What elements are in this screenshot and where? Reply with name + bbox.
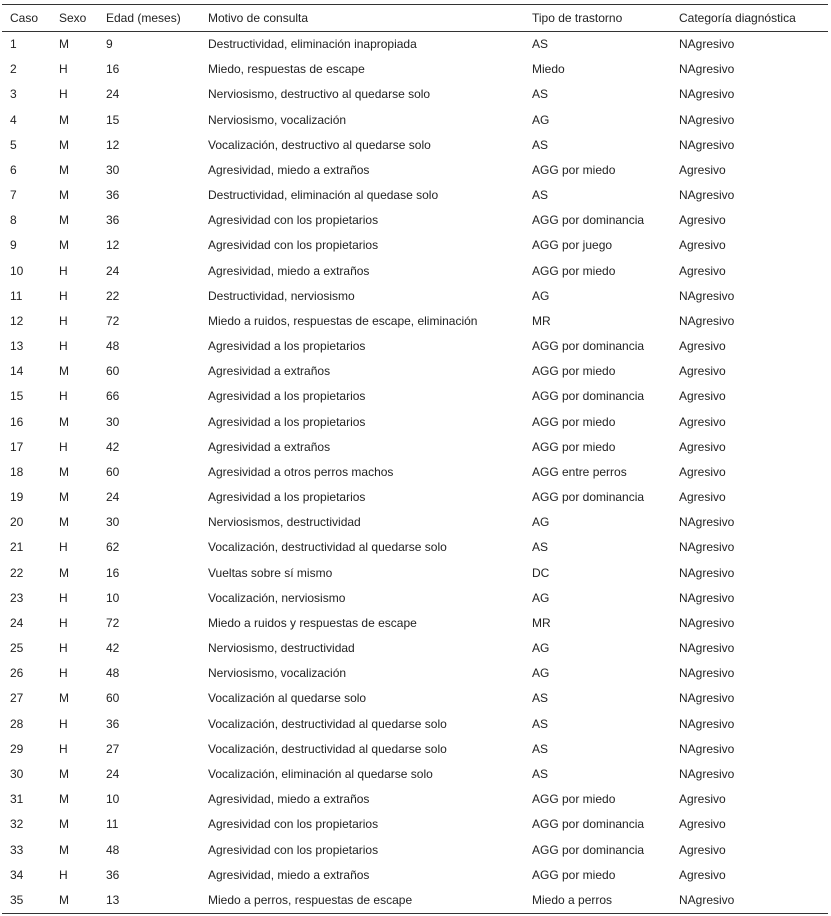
table-row — [2, 158, 828, 183]
cell-motivo: Vocalización, destructividad al quedarse solo — [208, 741, 447, 756]
cell-categoria: Agresivo — [679, 817, 726, 832]
cell-edad: 24 — [106, 766, 120, 781]
cell-motivo: Miedo a ruidos, respuestas de escape, eliminación — [208, 313, 478, 328]
cell-tipo: AG — [532, 641, 550, 656]
cell-caso: 22 — [10, 565, 24, 580]
cell-sexo: M — [59, 515, 69, 530]
cell-caso: 9 — [10, 238, 17, 253]
cell-caso: 1 — [10, 37, 17, 51]
cell-motivo: Destructividad, nerviosismo — [208, 288, 355, 303]
cell-sexo: M — [59, 162, 69, 177]
cell-sexo: H — [59, 439, 68, 454]
cell-sexo: M — [59, 364, 69, 379]
cell-tipo: DC — [532, 565, 550, 580]
header-tipo: Tipo de trastorno — [532, 11, 623, 25]
cell-categoria: Agresivo — [679, 464, 726, 479]
cell-edad: 48 — [106, 842, 120, 857]
cell-categoria: Agresivo — [679, 490, 726, 505]
cell-edad: 24 — [106, 490, 120, 505]
table-row — [2, 133, 828, 158]
cell-sexo: M — [59, 892, 69, 907]
cell-edad: 15 — [106, 112, 120, 127]
cell-tipo: AGG por miedo — [532, 439, 616, 454]
cell-sexo: M — [59, 112, 69, 127]
cell-edad: 30 — [106, 162, 120, 177]
cell-categoria: Agresivo — [679, 213, 726, 228]
cell-edad: 60 — [106, 691, 120, 706]
table-row — [2, 57, 828, 82]
cell-edad: 36 — [106, 867, 120, 882]
table-row — [2, 812, 828, 837]
table-row — [2, 510, 828, 535]
table-row — [2, 384, 828, 409]
cell-categoria: Agresivo — [679, 389, 726, 404]
cases-table — [2, 4, 828, 914]
cell-tipo: AGG por dominancia — [532, 213, 645, 228]
cell-motivo: Agresividad con los propietarios — [208, 842, 379, 857]
cell-caso: 15 — [10, 389, 24, 404]
cell-edad: 72 — [106, 615, 120, 630]
cell-sexo: M — [59, 691, 69, 706]
cell-edad: 48 — [106, 339, 120, 354]
cell-caso: 20 — [10, 515, 24, 530]
cell-sexo: M — [59, 213, 69, 228]
cell-motivo: Vueltas sobre sí mismo — [208, 565, 333, 580]
cell-categoria: Agresivo — [679, 439, 726, 454]
cell-sexo: M — [59, 565, 69, 580]
cell-edad: 72 — [106, 313, 120, 328]
cell-sexo: M — [59, 137, 69, 152]
cell-tipo: Miedo — [532, 62, 565, 77]
cell-caso: 29 — [10, 741, 24, 756]
cell-categoria: Agresivo — [679, 842, 726, 857]
cell-motivo: Nerviosismo, vocalización — [208, 666, 347, 681]
cell-tipo: AS — [532, 137, 549, 152]
cell-categoria: Agresivo — [679, 339, 726, 354]
table-row — [2, 661, 828, 686]
cell-sexo: H — [59, 615, 68, 630]
cell-motivo: Agresividad a extraños — [208, 439, 331, 454]
cell-caso: 4 — [10, 112, 17, 127]
cell-edad: 36 — [106, 188, 120, 203]
cell-sexo: H — [59, 590, 68, 605]
cell-tipo: AG — [532, 288, 550, 303]
cell-caso: 35 — [10, 892, 24, 907]
cell-tipo: Miedo a perros — [532, 892, 613, 907]
cell-edad: 9 — [106, 37, 113, 51]
cell-categoria: NAgresivo — [679, 691, 735, 706]
cell-sexo: H — [59, 641, 68, 656]
cell-categoria: Agresivo — [679, 238, 726, 253]
cell-sexo: M — [59, 792, 69, 807]
cell-motivo: Vocalización al quedarse solo — [208, 691, 367, 706]
cell-edad: 11 — [106, 817, 119, 832]
cell-caso: 31 — [10, 792, 24, 807]
cell-motivo: Agresividad con los propietarios — [208, 213, 379, 228]
table-row — [2, 309, 828, 334]
cell-tipo: AS — [532, 87, 549, 102]
cell-motivo: Destructividad, eliminación al quedase solo — [208, 188, 439, 203]
header-caso: Caso — [10, 11, 39, 25]
cell-caso: 7 — [10, 188, 17, 203]
cell-edad: 30 — [106, 414, 120, 429]
cell-tipo: AG — [532, 666, 550, 681]
cell-motivo: Agresividad, miedo a extraños — [208, 162, 370, 177]
cell-edad: 10 — [106, 792, 120, 807]
cell-motivo: Agresividad a los propietarios — [208, 339, 366, 354]
cell-edad: 60 — [106, 464, 120, 479]
table-row — [2, 863, 828, 888]
cell-caso: 27 — [10, 691, 24, 706]
cell-edad: 42 — [106, 641, 120, 656]
cell-edad: 36 — [106, 213, 120, 228]
cell-categoria: NAgresivo — [679, 87, 735, 102]
cell-tipo: AG — [532, 590, 550, 605]
cell-tipo: AGG por dominancia — [532, 389, 645, 404]
cell-sexo: H — [59, 263, 68, 278]
cell-categoria: NAgresivo — [679, 62, 735, 77]
table-row — [2, 787, 828, 812]
cell-tipo: AGG por miedo — [532, 792, 616, 807]
cell-motivo: Miedo, respuestas de escape — [208, 62, 365, 77]
cell-tipo: AGG por miedo — [532, 414, 616, 429]
cell-caso: 12 — [10, 313, 24, 328]
table-row — [2, 838, 828, 863]
header-edad: Edad (meses) — [106, 11, 181, 25]
cell-categoria: Agresivo — [679, 162, 726, 177]
cell-motivo: Agresividad con los propietarios — [208, 238, 379, 253]
cell-motivo: Agresividad con los propietarios — [208, 817, 379, 832]
cell-categoria: NAgresivo — [679, 112, 735, 127]
cell-caso: 6 — [10, 162, 17, 177]
cell-tipo: AS — [532, 716, 549, 731]
cell-edad: 10 — [106, 590, 120, 605]
cell-tipo: AGG por miedo — [532, 162, 616, 177]
cell-categoria: NAgresivo — [679, 892, 735, 907]
cell-caso: 34 — [10, 867, 24, 882]
cell-edad: 12 — [106, 137, 120, 152]
header-categoria: Categoría diagnóstica — [679, 11, 796, 25]
cell-tipo: MR — [532, 313, 551, 328]
cell-edad: 62 — [106, 540, 120, 555]
cell-caso: 11 — [10, 288, 23, 303]
cell-tipo: AS — [532, 741, 549, 756]
table-row — [2, 359, 828, 384]
table-row — [2, 586, 828, 611]
table-row — [2, 82, 828, 107]
cell-tipo: AGG por dominancia — [532, 339, 645, 354]
cell-motivo: Vocalización, eliminación al quedarse solo — [208, 766, 433, 781]
table-row — [2, 32, 828, 57]
cell-caso: 14 — [10, 364, 24, 379]
cell-categoria: Agresivo — [679, 263, 726, 278]
cell-edad: 16 — [106, 62, 120, 77]
cell-sexo: H — [59, 87, 68, 102]
table-row — [2, 284, 828, 309]
cell-caso: 23 — [10, 590, 24, 605]
cell-edad: 30 — [106, 515, 120, 530]
cell-sexo: M — [59, 817, 69, 832]
cell-edad: 27 — [106, 741, 120, 756]
cell-motivo: Destructividad, eliminación inapropiada — [208, 37, 417, 51]
cell-motivo: Vocalización, destructividad al quedarse solo — [208, 540, 447, 555]
cell-categoria: NAgresivo — [679, 540, 735, 555]
cell-tipo: AS — [532, 37, 549, 51]
table-row — [2, 636, 828, 661]
cell-sexo: H — [59, 288, 68, 303]
cell-edad: 13 — [106, 892, 120, 907]
table-row — [2, 762, 828, 787]
cell-tipo: MR — [532, 615, 551, 630]
cell-caso: 16 — [10, 414, 24, 429]
cell-sexo: H — [59, 540, 68, 555]
cell-edad: 24 — [106, 87, 120, 102]
cell-categoria: NAgresivo — [679, 766, 735, 781]
cell-caso: 17 — [10, 439, 24, 454]
table-row — [2, 259, 828, 284]
table-row — [2, 535, 828, 560]
cell-caso: 24 — [10, 615, 24, 630]
cell-sexo: M — [59, 37, 69, 51]
cell-motivo: Agresividad a los propietarios — [208, 490, 366, 505]
cell-sexo: M — [59, 238, 69, 253]
cell-sexo: H — [59, 716, 68, 731]
cell-caso: 8 — [10, 213, 17, 228]
cell-motivo: Vocalización, nerviosismo — [208, 590, 346, 605]
cell-motivo: Nerviosismo, vocalización — [208, 112, 347, 127]
cell-caso: 3 — [10, 87, 17, 102]
cell-categoria: Agresivo — [679, 364, 726, 379]
cell-sexo: H — [59, 339, 68, 354]
table-row — [2, 712, 828, 737]
cell-categoria: NAgresivo — [679, 716, 735, 731]
cell-caso: 13 — [10, 339, 24, 354]
table-row — [2, 737, 828, 762]
table-row — [2, 561, 828, 586]
cell-categoria: NAgresivo — [679, 288, 735, 303]
cell-categoria: NAgresivo — [679, 37, 735, 51]
cell-caso: 32 — [10, 817, 24, 832]
cell-caso: 19 — [10, 490, 24, 505]
cell-motivo: Agresividad, miedo a extraños — [208, 792, 370, 807]
header-sexo: Sexo — [59, 11, 87, 25]
cell-sexo: H — [59, 741, 68, 756]
cell-motivo: Miedo a perros, respuestas de escape — [208, 892, 413, 907]
cell-motivo: Agresividad, miedo a extraños — [208, 867, 370, 882]
cell-categoria: Agresivo — [679, 414, 726, 429]
table-row — [2, 410, 828, 435]
cell-motivo: Nerviosismo, destructivo al quedarse solo — [208, 87, 431, 102]
cell-categoria: NAgresivo — [679, 188, 735, 203]
table-row — [2, 686, 828, 711]
table-row — [2, 108, 828, 133]
cell-edad: 66 — [106, 389, 120, 404]
cell-sexo: H — [59, 62, 68, 77]
table-row — [2, 334, 828, 359]
cell-motivo: Nerviosismos, destructividad — [208, 515, 361, 530]
cell-motivo: Vocalización, destructividad al quedarse solo — [208, 716, 447, 731]
cell-categoria: NAgresivo — [679, 741, 735, 756]
cell-categoria: NAgresivo — [679, 666, 735, 681]
cell-sexo: H — [59, 313, 68, 328]
cell-categoria: NAgresivo — [679, 615, 735, 630]
cell-categoria: NAgresivo — [679, 515, 735, 530]
cell-sexo: M — [59, 188, 69, 203]
cell-motivo: Agresividad a otros perros machos — [208, 464, 394, 479]
cell-sexo: M — [59, 766, 69, 781]
table-row — [2, 183, 828, 208]
cell-caso: 33 — [10, 842, 24, 857]
cell-tipo: AGG por dominancia — [532, 842, 645, 857]
cell-tipo: AGG por miedo — [532, 867, 616, 882]
cell-caso: 5 — [10, 137, 17, 152]
cell-categoria: NAgresivo — [679, 565, 735, 580]
cell-sexo: H — [59, 867, 68, 882]
cell-tipo: AS — [532, 691, 549, 706]
table-row — [2, 611, 828, 636]
cell-caso: 25 — [10, 641, 24, 656]
cell-categoria: NAgresivo — [679, 641, 735, 656]
table-row — [2, 460, 828, 485]
cell-tipo: AS — [532, 766, 549, 781]
cell-sexo: M — [59, 414, 69, 429]
cell-edad: 36 — [106, 716, 120, 731]
cell-caso: 2 — [10, 62, 17, 77]
cell-motivo: Miedo a ruidos y respuestas de escape — [208, 615, 417, 630]
table-row — [2, 888, 828, 913]
cell-edad: 60 — [106, 364, 120, 379]
cell-caso: 21 — [10, 540, 24, 555]
cell-motivo: Agresividad a extraños — [208, 364, 331, 379]
table-body — [2, 32, 828, 913]
cell-sexo: H — [59, 389, 68, 404]
cell-motivo: Agresividad a los propietarios — [208, 389, 366, 404]
cell-tipo: AS — [532, 188, 549, 203]
cell-tipo: AG — [532, 515, 550, 530]
cell-sexo: M — [59, 464, 69, 479]
cell-edad: 22 — [106, 288, 120, 303]
cell-caso: 30 — [10, 766, 24, 781]
cell-edad: 48 — [106, 666, 120, 681]
cell-sexo: M — [59, 842, 69, 857]
cell-caso: 10 — [10, 263, 24, 278]
header-motivo: Motivo de consulta — [208, 11, 309, 25]
cell-motivo: Agresividad, miedo a extraños — [208, 263, 370, 278]
cell-tipo: AGG por miedo — [532, 364, 616, 379]
cell-motivo: Agresividad a los propietarios — [208, 414, 366, 429]
table-row — [2, 233, 828, 258]
table-row — [2, 435, 828, 460]
cell-tipo: AS — [532, 540, 549, 555]
cell-tipo: AGG por juego — [532, 238, 613, 253]
cell-categoria: Agresivo — [679, 867, 726, 882]
cell-tipo: AGG entre perros — [532, 464, 627, 479]
cell-sexo: M — [59, 490, 69, 505]
cell-edad: 16 — [106, 565, 120, 580]
table-header — [2, 5, 828, 32]
cell-motivo: Nerviosismo, destructividad — [208, 641, 355, 656]
cell-tipo: AG — [532, 112, 550, 127]
cell-edad: 42 — [106, 439, 120, 454]
cell-tipo: AGG por miedo — [532, 263, 616, 278]
table-row — [2, 208, 828, 233]
cell-tipo: AGG por dominancia — [532, 817, 645, 832]
table-row — [2, 485, 828, 510]
cell-categoria: NAgresivo — [679, 590, 735, 605]
cell-caso: 28 — [10, 716, 24, 731]
cell-categoria: NAgresivo — [679, 137, 735, 152]
cell-edad: 12 — [106, 238, 120, 253]
cell-caso: 18 — [10, 464, 24, 479]
cell-edad: 24 — [106, 263, 120, 278]
cell-sexo: H — [59, 666, 68, 681]
cell-motivo: Vocalización, destructivo al quedarse solo — [208, 137, 431, 152]
cell-categoria: Agresivo — [679, 792, 726, 807]
cell-caso: 26 — [10, 666, 24, 681]
cell-categoria: NAgresivo — [679, 313, 735, 328]
cell-tipo: AGG por dominancia — [532, 490, 645, 505]
